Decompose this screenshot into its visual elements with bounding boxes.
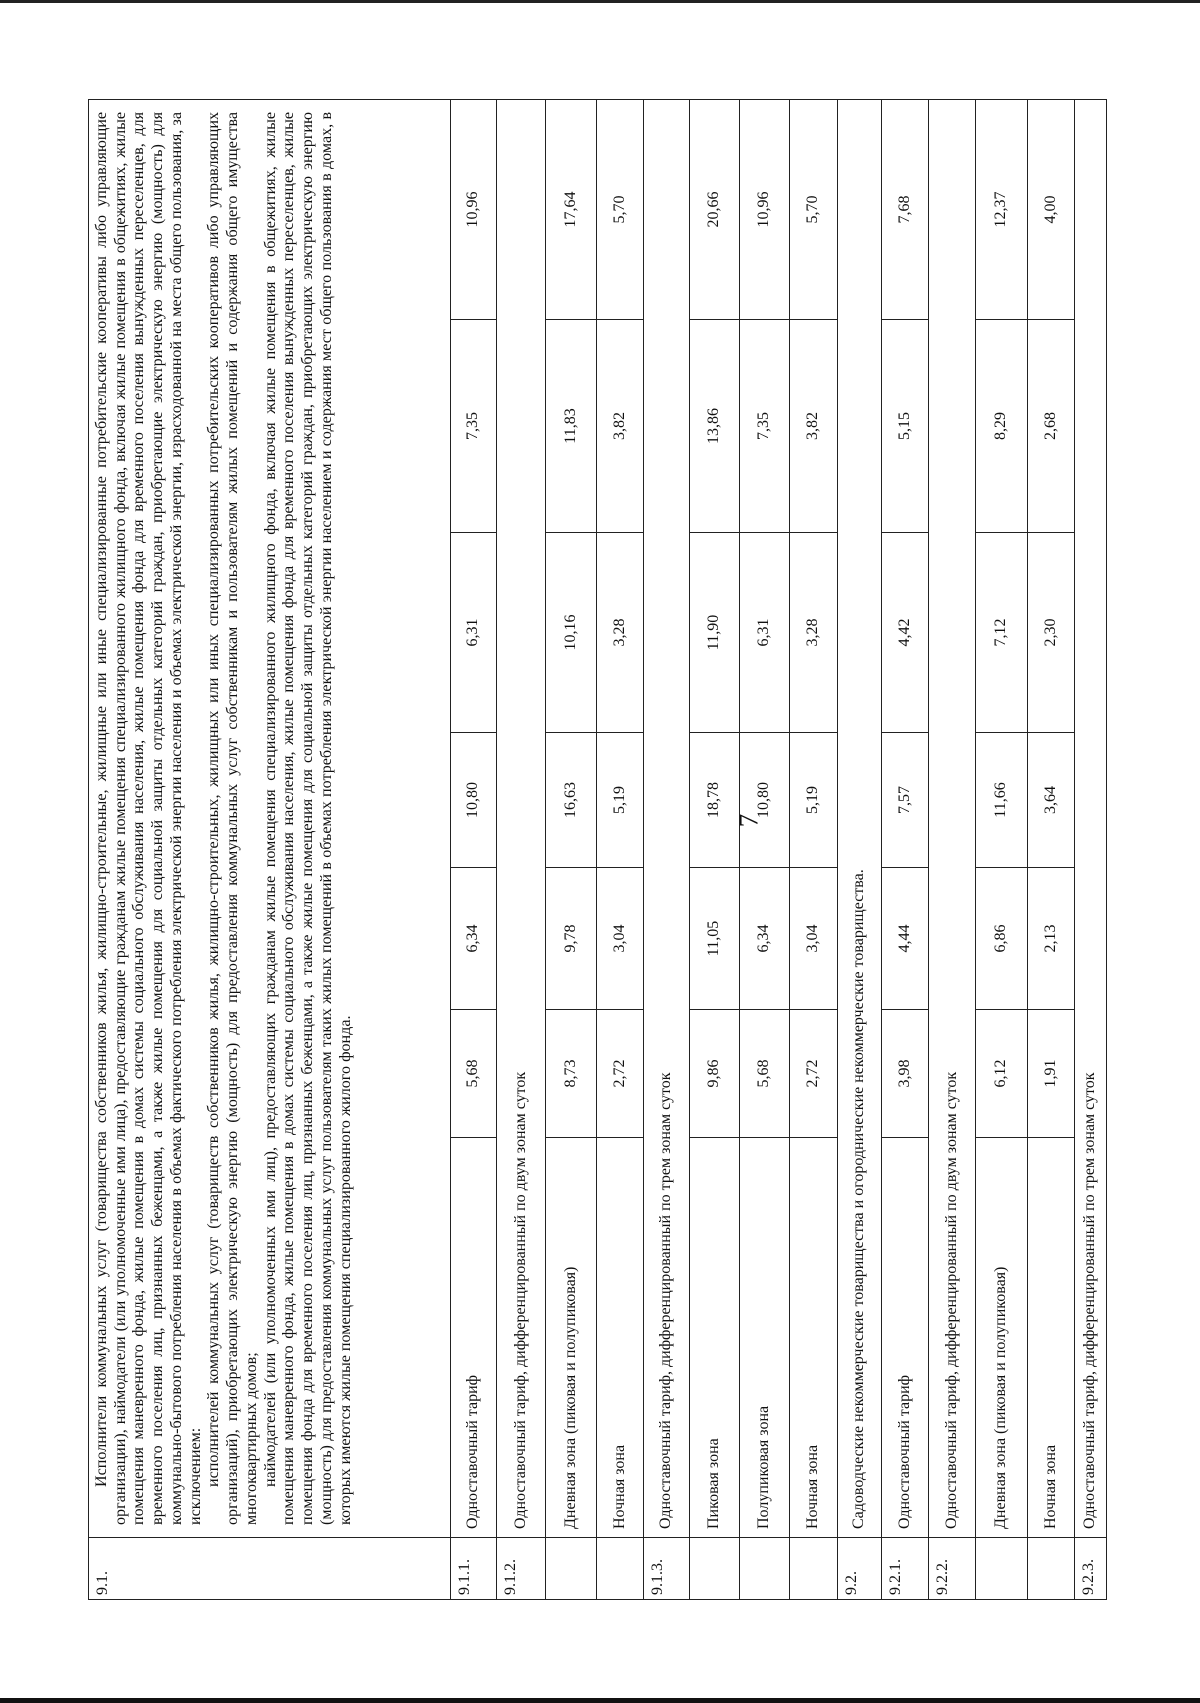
row-number: 9.2.3. <box>1075 1538 1107 1600</box>
tariff-value: 7,12 <box>976 533 1028 733</box>
tariff-value: 3,28 <box>597 533 644 733</box>
tariff-value: 5,19 <box>790 733 838 868</box>
row-number <box>790 1538 838 1600</box>
tariff-value: 13,86 <box>690 320 740 533</box>
table-row <box>690 99 740 1599</box>
tariff-value: 6,86 <box>976 868 1028 1010</box>
tariff-value: 6,34 <box>740 868 790 1010</box>
tariff-value: 2,30 <box>1028 533 1075 733</box>
tariff-value: 10,96 <box>451 99 497 319</box>
description-paragraph-3: наймодателей (или уполномоченных ими лиц), предоставляющих гражданам жилые помещения специализированного жилищного фонда, включая жилые помещения в общежитиях, жилые помещения маневренного фонда, жилые помещения в домах системы социального обслуживания населения, жилые помещения фонда для временного поселения вынужденных переселенцев, жилые помещения фонда для временного поселения лиц, признанных беженцами, а также жилые помещения для социальной защиты отдельных категорий граждан, приобретающих электрическую энергию (мощность) для предоставления коммунальных услуг пользователям таких жилых помещений в объемах потребления электрической энергии населением и содержания мест общего пользования в домах, в которых имеются жилые помещения специализированного жилого фонда. <box>261 111 354 1525</box>
tariff-value: 6,31 <box>740 533 790 733</box>
tariff-value: 10,80 <box>451 733 497 868</box>
row-number <box>546 1538 597 1600</box>
tariff-value: 7,35 <box>451 320 497 533</box>
row-label: Одноставочный тариф, дифференцированный по трем зонам суток <box>1075 99 1107 1537</box>
row-label: Пиковая зона <box>690 1138 740 1538</box>
page-number: 7 <box>733 813 764 828</box>
tariff-value: 11,83 <box>546 320 597 533</box>
row-number: 9.1.3. <box>644 1538 690 1600</box>
tariff-value: 16,63 <box>546 733 597 868</box>
row-label: Одноставочный тариф <box>451 1138 497 1538</box>
table-row <box>546 99 597 1599</box>
description-paragraph-1: Исполнители коммунальных услуг (товарищества собственников жилья, жилищно-строительные, жилищные или иные специализированные потребительские кооперативы либо управляющие организации), наймодатели (или уполномоченные ими лица), предоставляющие гражданам жилые помещения специализированного жилищного фонда, включая жилые помещения в общежитиях, жилые помещения маневренного фонда, жилые помещения в домах системы социального обслуживания населения, жилые помещения фонда для временного поселения вынужденных переселенцев, для временного поселения лиц, признанных беженцами, а также жилые помещения для социальной защиты отдельных категорий граждан, приобретающие электрическую энергию (мощность) для коммунально-бытового потребления населения в объемах фактического потребления электрической энергии населения и объемах электрической энергии, израсходованной на места общего пользования, за исключением: <box>93 111 204 1525</box>
row-label: Ночная зона <box>790 1138 838 1538</box>
tariff-value: 5,70 <box>597 99 644 319</box>
table-row <box>976 99 1028 1599</box>
tariff-value: 2,72 <box>597 1010 644 1138</box>
row-label: Одноставочный тариф, дифференцированный по двум зонам суток <box>497 99 546 1537</box>
row-number: 9.2.2. <box>929 1538 976 1600</box>
table-row <box>451 99 497 1599</box>
tariff-value: 3,04 <box>790 868 838 1010</box>
row-label: Одноставочный тариф, дифференцированный по трем зонам суток <box>644 99 690 1537</box>
tariff-value: 4,00 <box>1028 99 1075 319</box>
tariff-value: 2,72 <box>790 1010 838 1138</box>
row-number <box>740 1538 790 1600</box>
tariff-value: 12,37 <box>976 99 1028 319</box>
tariff-value: 3,82 <box>790 320 838 533</box>
tariff-value: 20,66 <box>690 99 740 319</box>
tariff-value: 3,98 <box>882 1010 929 1138</box>
tariff-value: 9,86 <box>690 1010 740 1138</box>
table-row <box>882 99 929 1599</box>
tariff-value: 11,66 <box>976 733 1028 868</box>
tariff-value: 1,91 <box>1028 1010 1075 1138</box>
tariff-value: 11,90 <box>690 533 740 733</box>
tariff-value: 2,13 <box>1028 868 1075 1010</box>
tariff-value: 6,31 <box>451 533 497 733</box>
row-number: 9.2. <box>838 1538 882 1600</box>
tariff-value: 7,68 <box>882 99 929 319</box>
tariff-value: 5,70 <box>790 99 838 319</box>
tariff-value: 8,29 <box>976 320 1028 533</box>
tariff-value: 10,96 <box>740 99 790 319</box>
row-label: Дневная зона (пиковая и полупиковая) <box>976 1138 1028 1538</box>
tariff-value: 6,34 <box>451 868 497 1010</box>
table-row <box>1028 99 1075 1599</box>
tariff-value: 10,16 <box>546 533 597 733</box>
tariff-value: 8,73 <box>546 1010 597 1138</box>
tariff-value: 9,78 <box>546 868 597 1010</box>
table-row <box>1075 99 1107 1599</box>
row-label: Одноставочный тариф <box>882 1138 929 1538</box>
row-number <box>1028 1538 1075 1600</box>
table-row <box>790 99 838 1599</box>
tariff-value: 11,05 <box>690 868 740 1010</box>
table-row-9-1 <box>89 99 451 1599</box>
row-label: Ночная зона <box>597 1138 644 1538</box>
tariff-value: 3,28 <box>790 533 838 733</box>
row-label: Садоводческие некоммерческие товарищества и огороднические некоммерческие товарищества. <box>838 99 882 1537</box>
scan-top-edge <box>0 0 1200 3</box>
tariff-value: 5,19 <box>597 733 644 868</box>
tariff-value: 5,68 <box>740 1010 790 1138</box>
row-number <box>690 1538 740 1600</box>
tariff-value: 5,15 <box>882 320 929 533</box>
tariff-value: 3,82 <box>597 320 644 533</box>
row-label: Ночная зона <box>1028 1138 1075 1538</box>
tariff-value: 5,68 <box>451 1010 497 1138</box>
table-row <box>644 99 690 1599</box>
tariff-value: 3,04 <box>597 868 644 1010</box>
rotated-tariff-table-region <box>88 100 1099 1600</box>
row-number <box>597 1538 644 1600</box>
description-paragraph-2: исполнителей коммунальных услуг (товариществ собственников жилья, жилищно-строительных, жилищных или иных специализированных потребительских кооперативов либо управляющих организаций), приобретающих электрическую энергию (мощность) для предоставления коммунальных услуг собственникам и пользователям жилых помещений и содержания общего имущества многоквартирных домов; <box>205 111 260 1525</box>
tariff-table <box>88 99 1107 1600</box>
tariff-value: 18,78 <box>690 733 740 868</box>
tariff-value: 7,35 <box>740 320 790 533</box>
row-label: Полупиковая зона <box>740 1138 790 1538</box>
scan-bottom-edge <box>0 1698 1200 1703</box>
row-label: Дневная зона (пиковая и полупиковая) <box>546 1138 597 1538</box>
row-number: 9.1.2. <box>497 1538 546 1600</box>
tariff-value: 6,12 <box>976 1010 1028 1138</box>
tariff-value: 7,57 <box>882 733 929 868</box>
tariff-value: 17,64 <box>546 99 597 319</box>
row-number: 9.2.1. <box>882 1538 929 1600</box>
tariff-value: 4,44 <box>882 868 929 1010</box>
tariff-value: 2,68 <box>1028 320 1075 533</box>
row-number <box>976 1538 1028 1600</box>
table-row <box>838 99 882 1599</box>
table-row <box>597 99 644 1599</box>
table-row <box>929 99 976 1599</box>
table-row <box>740 99 790 1599</box>
row-number: 9.1.1. <box>451 1538 497 1600</box>
tariff-value: 3,64 <box>1028 733 1075 868</box>
table-row <box>497 99 546 1599</box>
row-number: 9.1. <box>89 1538 451 1600</box>
consumer-group-description <box>89 99 451 1537</box>
tariff-value: 4,42 <box>882 533 929 733</box>
row-label: Одноставочный тариф, дифференцированный по двум зонам суток <box>929 99 976 1537</box>
tariff-value: 10,80 <box>740 733 790 868</box>
